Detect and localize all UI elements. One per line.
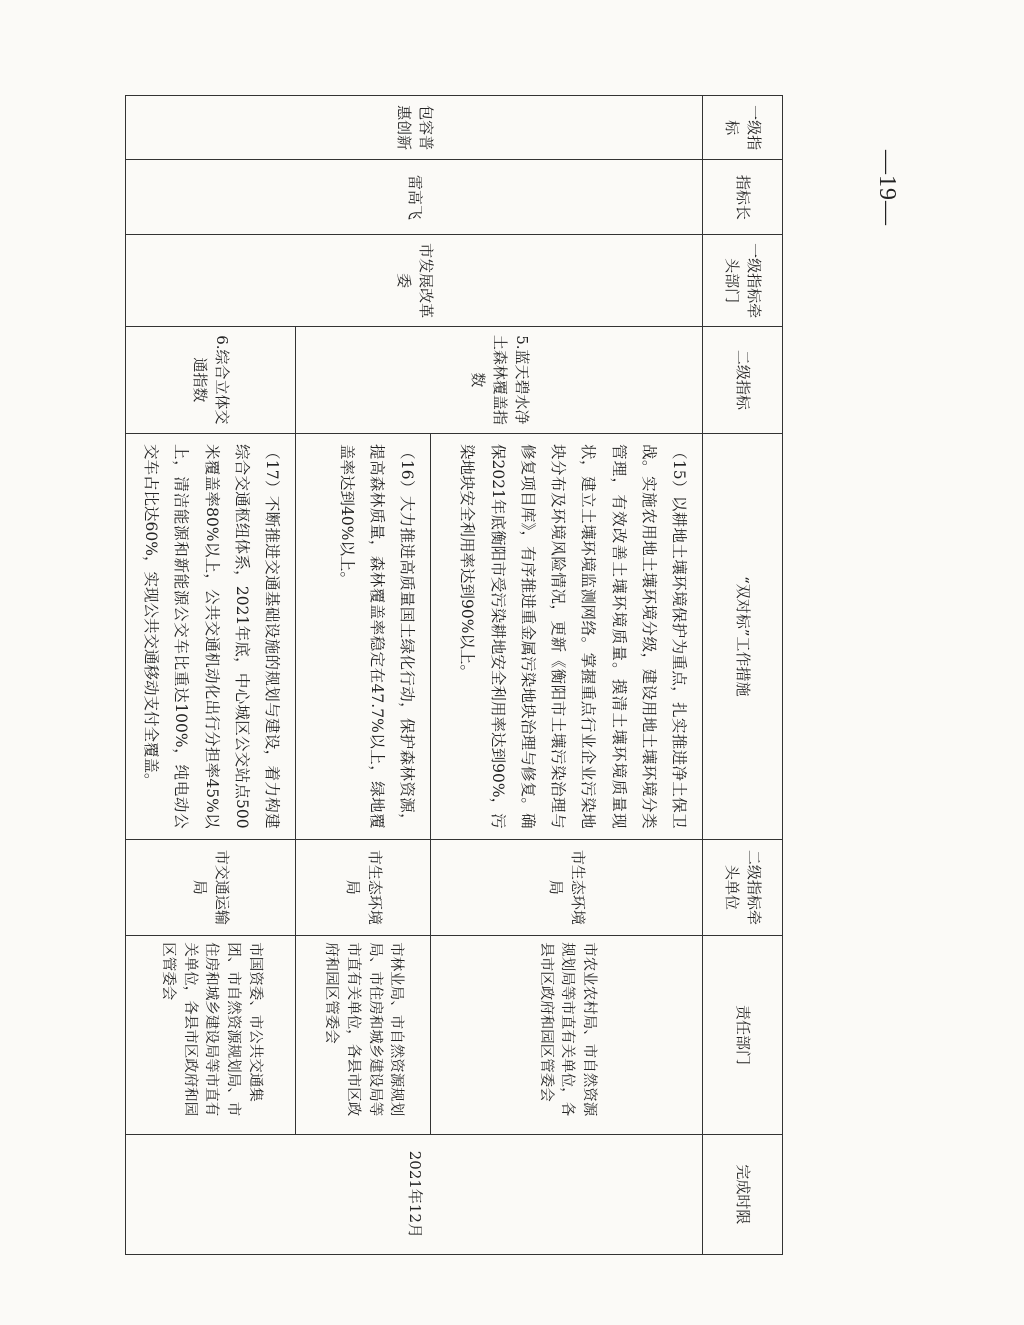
header-leader: 指标长: [703, 160, 783, 235]
resp-dept-cell: 市农业农村局、市自然资源规划局等市直有关单位，各县市区政府和园区管委会: [431, 936, 703, 1135]
header-level1: 一级指标: [703, 96, 783, 160]
header-measures: “双对标”工作措施: [703, 434, 783, 840]
leader-cell: 雷高飞: [126, 160, 703, 235]
level1-dept-cell: 市发展改革委: [126, 235, 703, 326]
header-resp: 责任部门: [703, 936, 783, 1135]
resp-dept-cell: 市林业局、市自然资源规划局、市住房和城乡建设局等市直有关单位，各县市区政府和园区管委会: [296, 936, 431, 1135]
lead-unit-cell: 市交通运输局: [126, 839, 296, 936]
measure-cell: （16）大力推进高质量国土绿化行动，保护森林资源，提高森林质量，森林覆盖率稳定在47.7%以上，绿地覆盖率达到40%以上。: [296, 434, 431, 840]
level1-cell: 包容普惠创新: [126, 96, 703, 160]
rotated-table-wrapper: [126, 95, 783, 1255]
header-level1-dept: 一级指标牵头部门: [703, 235, 783, 326]
lead-unit-cell: 市生态环境局: [431, 839, 703, 936]
table-row: [431, 96, 703, 1255]
page-number: —19—: [874, 150, 900, 226]
measure-cell: （17）不断推进交通基础设施的规划与建设，着力构建综合交通枢纽体系，2021年底，中心城区公交站点500米覆盖率80%以上，公共交通机动化出行分担率45%以上，清洁能源和新能源公交车比重达100%，纯电动公交车占比达60%，实现公共交通移动支付全覆盖。: [126, 434, 296, 840]
resp-dept-cell: 市国资委、市公共交通集团、市自然资源规划局、市住房和城乡建设局等市直有关单位，各县市区政府和园区管委会: [126, 936, 296, 1135]
lead-unit-cell: 市生态环境局: [296, 839, 431, 936]
header-level2-dept: 二级指标牵头单位: [703, 839, 783, 936]
header-row: [703, 96, 783, 1255]
deadline-cell: 2021年12月: [126, 1134, 703, 1254]
indicator-table: [125, 95, 783, 1255]
level2-cell: 5.蓝天碧水净土森林覆盖指数: [296, 326, 703, 433]
measure-cell: （15）以耕地土壤环境保护为重点，扎实推进净土保卫战。实施农用地土壤环境分级，建设用地土壤环境分类管理，有效改善土壤环境质量。摸清土壤环境质量现状，建立土壤环境监测网络。掌握重点行业企业污染地块分布及环境风险情况，更新《衡阳市土壤污染治理与修复项目库》，有序推进重金属污染地块治理与修复。确保2021年底衡阳市受污染耕地安全利用率达到90%，污染地块安全利用率达到90%以上。: [431, 434, 703, 840]
header-level2: 二级指标: [703, 326, 783, 433]
header-deadline: 完成时限: [703, 1134, 783, 1254]
level2-cell: 6.综合立体交通指数: [126, 326, 296, 433]
